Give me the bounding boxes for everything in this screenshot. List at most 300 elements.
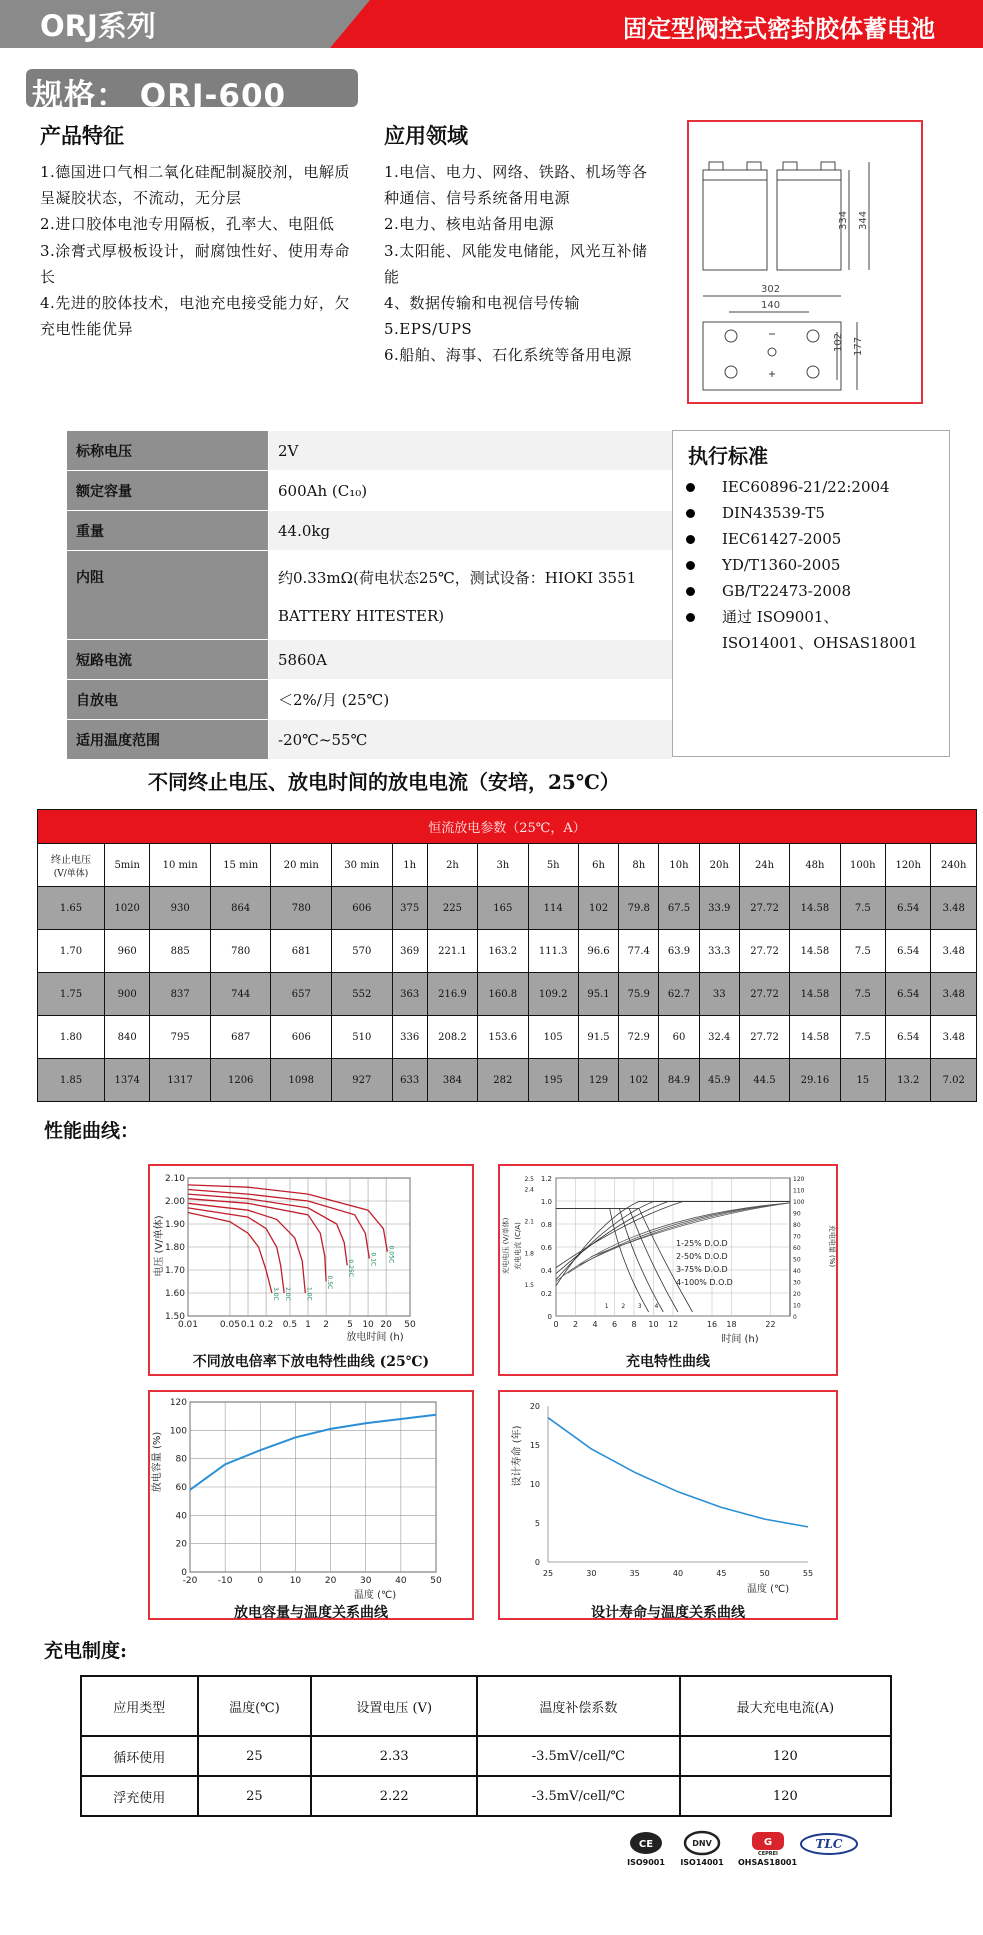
discharge-current-cell: 744 bbox=[210, 973, 271, 1016]
series-label: 0.1C bbox=[369, 1252, 377, 1267]
series-label: 3.0C bbox=[271, 1287, 279, 1301]
y-tick-label: 0.2 bbox=[540, 1290, 552, 1298]
discharge-current-cell: 14.58 bbox=[790, 1016, 840, 1059]
charging-header: 温度(℃) bbox=[198, 1676, 312, 1736]
x-tick-label: 25 bbox=[542, 1569, 554, 1578]
charging-cell: 25 bbox=[198, 1736, 312, 1776]
discharge-row bbox=[38, 973, 977, 1016]
discharge-time-header: 120h bbox=[886, 844, 931, 887]
x-tick-label: 12 bbox=[667, 1320, 679, 1329]
discharge-current-cell: 1020 bbox=[105, 887, 150, 930]
x-tick-label: 50 bbox=[404, 1320, 416, 1330]
y-right-tick-label: 30 bbox=[793, 1279, 801, 1287]
discharge-time-header: 24h bbox=[739, 844, 789, 887]
y-tick-label: 1.90 bbox=[164, 1220, 185, 1230]
discharge-time-header: 2h bbox=[427, 844, 477, 887]
standards-list bbox=[686, 474, 922, 656]
x-tick-label: 45 bbox=[716, 1569, 727, 1578]
y-tick-label: 2.00 bbox=[164, 1197, 185, 1207]
x-tick-label: 10 bbox=[648, 1320, 659, 1329]
spec-label: 自放电 bbox=[67, 680, 269, 720]
discharge-current-cell: 91.5 bbox=[578, 1016, 618, 1059]
bullet-icon bbox=[686, 509, 695, 518]
discharge-current-cell: 384 bbox=[427, 1059, 477, 1102]
charging-header: 温度补偿系数 bbox=[477, 1676, 680, 1736]
y-right-tick-label: 110 bbox=[793, 1187, 805, 1195]
charging-cell: -3.5mV/cell/℃ bbox=[477, 1776, 680, 1816]
discharge-current-cell: 900 bbox=[105, 973, 150, 1016]
discharge-current-cell: 32.4 bbox=[699, 1016, 739, 1059]
standard-item: IEC61427-2005 bbox=[686, 526, 922, 552]
y-axis-label: 电压 (V/单体) bbox=[154, 1215, 165, 1277]
discharge-time-header: 6h bbox=[578, 844, 618, 887]
discharge-current-cell: 657 bbox=[271, 973, 332, 1016]
charging-cell: 25 bbox=[198, 1776, 312, 1816]
charge-curve-chart bbox=[500, 1166, 836, 1374]
x-tick-label: 30 bbox=[359, 1576, 372, 1586]
discharge-time-header: 100h bbox=[840, 844, 885, 887]
series-label: 2.0C bbox=[284, 1287, 292, 1301]
discharge-current-cell: 960 bbox=[105, 930, 150, 973]
iso14001-label: ISO14001 bbox=[680, 1858, 724, 1867]
x-tick-label: 35 bbox=[629, 1569, 640, 1578]
discharge-current-cell: 96.6 bbox=[578, 930, 618, 973]
discharge-current-cell: 75.9 bbox=[619, 973, 659, 1016]
standard-item: YD/T1360-2005 bbox=[686, 552, 922, 578]
charging-header: 设置电压 (V) bbox=[311, 1676, 477, 1736]
ohsas-label: OHSAS18001 bbox=[738, 1858, 798, 1867]
y-tick-label: 10 bbox=[529, 1480, 540, 1489]
discharge-time-header: 5min bbox=[105, 844, 150, 887]
discharge-current-cell: 33 bbox=[699, 973, 739, 1016]
y-tick-label: 1.2 bbox=[540, 1175, 552, 1183]
discharge-current-cell: 15 bbox=[840, 1059, 885, 1102]
discharge-time-header: 20h bbox=[699, 844, 739, 887]
discharge-current-cell: 45.9 bbox=[699, 1059, 739, 1102]
application-item: 3.太阳能、风能发电储能，风光互补储能 bbox=[384, 241, 648, 286]
x-tick-label: 0.2 bbox=[258, 1320, 274, 1330]
discharge-current-cell: 67.5 bbox=[659, 887, 699, 930]
curve-label: 2 bbox=[621, 1303, 626, 1310]
discharge-time-header: 10 min bbox=[150, 844, 211, 887]
discharge-current-cell: 27.72 bbox=[739, 973, 789, 1016]
x-tick-label: 6 bbox=[611, 1320, 618, 1329]
discharge-current-cell: 44.5 bbox=[739, 1059, 789, 1102]
discharge-current-cell: 7.5 bbox=[840, 1016, 885, 1059]
charging-cell: 2.33 bbox=[311, 1736, 477, 1776]
y-tick-label: 1.0 bbox=[540, 1198, 552, 1206]
y-right-tick-label: 10 bbox=[793, 1302, 801, 1310]
discharge-current-cell: 79.8 bbox=[619, 887, 659, 930]
legend-entry: 2-50% D.O.D bbox=[676, 1252, 728, 1261]
discharge-time-header: 20 min bbox=[271, 844, 332, 887]
discharge-time-header: 10h bbox=[659, 844, 699, 887]
application-item: 4、数据传输和电视信号传输 bbox=[384, 294, 581, 313]
spec-value: ＜2%/月 (25℃) bbox=[269, 680, 673, 720]
dimension-diagram bbox=[687, 120, 923, 404]
discharge-current-cell: 1317 bbox=[150, 1059, 211, 1102]
y-tick-label: 20 bbox=[175, 1539, 187, 1550]
curve-label: 4 bbox=[654, 1303, 659, 1310]
y-right-tick-label: 50 bbox=[793, 1256, 801, 1264]
series-label: 0.05C bbox=[387, 1245, 395, 1264]
y-tick-label: 100 bbox=[169, 1426, 187, 1437]
dim-inner: 140 bbox=[761, 300, 781, 311]
curve-label: 1 bbox=[604, 1303, 609, 1310]
y-right-tick-label: 70 bbox=[793, 1233, 801, 1241]
charging-cell: 120 bbox=[680, 1736, 891, 1776]
discharge-current-cell: 77.4 bbox=[619, 930, 659, 973]
y-tick-label: 60 bbox=[175, 1483, 187, 1493]
spec-value: 44.0kg bbox=[269, 511, 673, 551]
discharge-current-cell: 633 bbox=[392, 1059, 427, 1102]
y-tick-label: 0 bbox=[181, 1568, 187, 1578]
features-section bbox=[40, 120, 355, 342]
application-item: 6.船舶、海事、石化系统等备用电源 bbox=[384, 346, 632, 365]
y-tick-label: 1.50 bbox=[164, 1312, 185, 1322]
discharge-current-cell: 29.16 bbox=[790, 1059, 840, 1102]
discharge-current-cell: 1374 bbox=[105, 1059, 150, 1102]
performance-title: 性能曲线： bbox=[44, 1120, 140, 1142]
x-tick-label: 40 bbox=[395, 1576, 407, 1586]
x-tick-label: -10 bbox=[217, 1576, 233, 1586]
end-voltage-cell: 1.80 bbox=[38, 1016, 105, 1059]
discharge-current-cell: 60 bbox=[659, 1016, 699, 1059]
logo-mark-text: TLC bbox=[815, 1837, 843, 1851]
x-axis-label: 时间 (h) bbox=[721, 1334, 759, 1345]
y-tick-label: 80 bbox=[175, 1454, 187, 1465]
discharge-current-cell: 14.58 bbox=[790, 887, 840, 930]
y-tick-label: 20 bbox=[529, 1402, 540, 1411]
discharge-current-cell: 27.72 bbox=[739, 887, 789, 930]
discharge-current-cell: 165 bbox=[478, 887, 528, 930]
discharge-current-cell: 3.48 bbox=[931, 1016, 977, 1059]
discharge-series-line bbox=[188, 1185, 387, 1252]
capacity-temp-panel bbox=[148, 1390, 474, 1620]
discharge-series-line bbox=[188, 1208, 284, 1293]
chart-caption: 不同放电倍率下放电特性曲线 (25℃) bbox=[192, 1354, 430, 1370]
y-right-tick-label: 100 bbox=[793, 1199, 805, 1206]
spec-label: 适用温度范围 bbox=[67, 720, 269, 760]
standard-item: 通过 ISO9001、ISO14001、OHSAS18001 bbox=[686, 604, 922, 656]
discharge-time-header: 48h bbox=[790, 844, 840, 887]
dim-height1: 334 bbox=[838, 210, 849, 230]
end-voltage-cell: 1.70 bbox=[38, 930, 105, 973]
discharge-current-cell: 208.2 bbox=[427, 1016, 477, 1059]
x-axis-label: 温度 (℃) bbox=[353, 1590, 397, 1601]
charge-curve-panel bbox=[498, 1164, 838, 1376]
standard-item: IEC60896-21/22:2004 bbox=[686, 474, 922, 500]
corner-unit: (V/单体) bbox=[53, 869, 89, 879]
spec-table bbox=[66, 430, 673, 760]
dim-depth1: 102 bbox=[833, 332, 844, 352]
y-tick-label: 15 bbox=[529, 1441, 540, 1450]
y-tick-label: 40 bbox=[175, 1511, 187, 1522]
y-right-tick-label: 120 bbox=[793, 1176, 805, 1183]
discharge-current-cell: 864 bbox=[210, 887, 271, 930]
x-tick-label: 20 bbox=[324, 1576, 337, 1586]
discharge-current-cell: 14.58 bbox=[790, 973, 840, 1016]
discharge-current-cell: 840 bbox=[105, 1016, 150, 1059]
svg-text:G: G bbox=[763, 1837, 772, 1848]
discharge-current-cell: 606 bbox=[332, 887, 393, 930]
y-right-tick-label: 20 bbox=[793, 1291, 801, 1298]
discharge-current-cell: 7.5 bbox=[840, 887, 885, 930]
y-right-tick-label: 90 bbox=[793, 1210, 801, 1218]
feature-item: 3.涂膏式厚极板设计，耐腐蚀性好、使用寿命长 bbox=[40, 241, 350, 286]
discharge-current-cell: 552 bbox=[332, 973, 393, 1016]
spec-value: 600Ah (C₁₀) bbox=[269, 471, 673, 511]
series-label: 0.25C bbox=[347, 1259, 355, 1277]
dim-depth2: 177 bbox=[853, 336, 864, 356]
discharge-current-cell: 795 bbox=[150, 1016, 211, 1059]
x-tick-label: 10 bbox=[362, 1320, 374, 1330]
spec-label: 额定容量 bbox=[67, 471, 269, 511]
ohsas-logo bbox=[738, 1830, 797, 1867]
y2-tick-label: 2.5 bbox=[524, 1176, 534, 1183]
discharge-time-header: 1h bbox=[392, 844, 427, 887]
charging-header: 最大充电电流(A) bbox=[680, 1676, 891, 1736]
bullet-icon bbox=[686, 535, 695, 544]
discharge-current-cell: 1098 bbox=[271, 1059, 332, 1102]
features-title: 产品特征 bbox=[40, 123, 124, 148]
spec-label: 短路电流 bbox=[67, 640, 269, 680]
y-tick-label: 1.80 bbox=[164, 1243, 185, 1253]
discharge-current-cell: 6.54 bbox=[886, 1016, 931, 1059]
x-tick-label: 1 bbox=[305, 1320, 311, 1330]
discharge-row bbox=[38, 1059, 977, 1102]
discharge-current-cell: 375 bbox=[392, 887, 427, 930]
bullet-icon bbox=[686, 587, 695, 596]
spec-value: 2V bbox=[269, 431, 673, 471]
logo-mark-text: CEPREI bbox=[757, 1851, 778, 1856]
x-tick-label: 50 bbox=[430, 1576, 442, 1586]
discharge-current-cell: 129 bbox=[578, 1059, 618, 1102]
application-item: 1.电信、电力、网络、铁路、机场等各种通信、信号系统备用电源 bbox=[384, 163, 648, 208]
life-temp-panel bbox=[498, 1390, 838, 1620]
x-tick-label: 0.1 bbox=[240, 1320, 256, 1330]
discharge-time-header: 30 min bbox=[332, 844, 393, 887]
dim-height2: 344 bbox=[858, 210, 869, 230]
series-title: ORJ系列 bbox=[40, 9, 156, 43]
x-tick-label: 0 bbox=[553, 1320, 559, 1329]
iso9001-label: ISO9001 bbox=[627, 1858, 665, 1867]
discharge-current-cell: 369 bbox=[392, 930, 427, 973]
y-axis-label: 设计寿命 (年) bbox=[512, 1425, 523, 1487]
x-tick-label: 8 bbox=[631, 1320, 637, 1329]
discharge-current-cell: 6.54 bbox=[886, 930, 931, 973]
discharge-current-cell: 13.2 bbox=[886, 1059, 931, 1102]
discharge-curve-panel bbox=[148, 1164, 474, 1376]
discharge-current-cell: 153.6 bbox=[478, 1016, 528, 1059]
series-label: 0.5C bbox=[326, 1275, 334, 1290]
spec-label: 标称电压 bbox=[67, 431, 269, 471]
life-curve bbox=[548, 1418, 808, 1527]
bullet-icon bbox=[686, 561, 695, 570]
discharge-current-cell: 7.5 bbox=[840, 930, 885, 973]
x-tick-label: 30 bbox=[586, 1569, 597, 1578]
dim-width: 302 bbox=[761, 284, 781, 295]
x-axis-label: 放电时间 (h) bbox=[346, 1332, 404, 1343]
y-right-tick-label: 40 bbox=[793, 1268, 801, 1275]
discharge-current-cell: 225 bbox=[427, 887, 477, 930]
discharge-caption: 恒流放电参数（25℃，A） bbox=[38, 810, 977, 844]
spec-value: 5860A bbox=[269, 640, 673, 680]
x-tick-label: 2 bbox=[323, 1320, 329, 1330]
chart-caption: 充电特性曲线 bbox=[626, 1354, 710, 1370]
discharge-current-cell: 1206 bbox=[210, 1059, 271, 1102]
discharge-current-cell: 216.9 bbox=[427, 973, 477, 1016]
y-tick-label: 120 bbox=[169, 1398, 187, 1408]
x-tick-label: 2 bbox=[572, 1320, 579, 1329]
logo-mark-text: CE bbox=[638, 1839, 654, 1850]
discharge-time-header: 5h bbox=[528, 844, 578, 887]
legend-entry: 3-75% D.O.D bbox=[676, 1265, 728, 1274]
charging-cell: 120 bbox=[680, 1776, 891, 1816]
discharge-current-cell: 195 bbox=[528, 1059, 578, 1102]
product-title: 固定型阀控式密封胶体蓄电池 bbox=[623, 14, 935, 43]
discharge-current-cell: 95.1 bbox=[578, 973, 618, 1016]
logo-mark-text: DNV bbox=[692, 1839, 712, 1848]
iso9001-logo bbox=[626, 1830, 666, 1867]
y-axis-label: 放电容量 (%) bbox=[152, 1431, 163, 1493]
x-tick-label: 0.01 bbox=[177, 1320, 199, 1330]
y-tick-label: 5 bbox=[534, 1519, 540, 1528]
feature-item: 1.德国进口气相二氧化硅配制凝胶剂，电解质呈凝胶状态，不流动，无分层 bbox=[40, 163, 350, 208]
feature-item: 2.进口胶体电池专用隔板，孔率大、电阻低 bbox=[40, 215, 335, 234]
discharge-current-cell: 927 bbox=[332, 1059, 393, 1102]
discharge-current-cell: 27.72 bbox=[739, 930, 789, 973]
discharge-current-cell: 63.9 bbox=[659, 930, 699, 973]
discharge-current-cell: 282 bbox=[478, 1059, 528, 1102]
discharge-current-cell: 33.3 bbox=[699, 930, 739, 973]
discharge-current-cell: 109.2 bbox=[528, 973, 578, 1016]
y-axis-label: 充电电量 (%) bbox=[828, 1224, 836, 1268]
discharge-current-cell: 114 bbox=[528, 887, 578, 930]
y2-tick-label: 1.8 bbox=[524, 1250, 534, 1258]
application-item: 5.EPS/UPS bbox=[384, 320, 473, 339]
discharge-current-cell: 84.9 bbox=[659, 1059, 699, 1102]
y-tick-label: 1.70 bbox=[164, 1266, 185, 1276]
y-axis-label: 充电电流 (C/A) bbox=[514, 1222, 522, 1270]
discharge-current-cell: 780 bbox=[210, 930, 271, 973]
model-label: 规格： ORJ-600 bbox=[32, 78, 287, 114]
x-tick-label: 5 bbox=[347, 1320, 353, 1330]
spec-label: 重量 bbox=[67, 511, 269, 551]
y-right-tick-label: 60 bbox=[793, 1245, 801, 1252]
end-voltage-cell: 1.65 bbox=[38, 887, 105, 930]
discharge-current-cell: 163.2 bbox=[478, 930, 528, 973]
capacity-curve bbox=[190, 1415, 436, 1490]
discharge-current-cell: 3.48 bbox=[931, 973, 977, 1016]
x-tick-label: 0.05 bbox=[219, 1320, 240, 1330]
y-right-tick-label: 80 bbox=[793, 1222, 801, 1229]
spec-value: -20℃~55℃ bbox=[269, 720, 673, 760]
discharge-time-header: 240h bbox=[931, 844, 977, 887]
x-tick-label: 50 bbox=[759, 1569, 770, 1578]
x-tick-label: -20 bbox=[182, 1576, 198, 1586]
x-tick-label: 10 bbox=[289, 1576, 302, 1586]
life-temp-chart bbox=[500, 1392, 836, 1618]
discharge-current-cell: 3.48 bbox=[931, 930, 977, 973]
chart-caption: 设计寿命与温度关系曲线 bbox=[591, 1605, 745, 1621]
y-axis-label: 充电电压 (V/单体) bbox=[502, 1217, 510, 1275]
feature-item: 4.先进的胶体技术，电池充电接受能力好，欠充电性能优异 bbox=[40, 294, 350, 339]
discharge-current-cell: 160.8 bbox=[478, 973, 528, 1016]
discharge-current-cell: 363 bbox=[392, 973, 427, 1016]
discharge-series-line bbox=[188, 1194, 347, 1265]
discharge-time-header: 8h bbox=[619, 844, 659, 887]
x-tick-label: 0 bbox=[257, 1576, 264, 1586]
discharge-current-cell: 7.02 bbox=[931, 1059, 977, 1102]
discharge-current-cell: 6.54 bbox=[886, 973, 931, 1016]
application-item: 2.电力、核电站备用电源 bbox=[384, 215, 555, 234]
discharge-current-cell: 930 bbox=[150, 887, 211, 930]
charging-header: 应用类型 bbox=[81, 1676, 198, 1736]
discharge-current-cell: 102 bbox=[578, 887, 618, 930]
bullet-icon bbox=[686, 613, 695, 622]
discharge-curve-chart bbox=[150, 1166, 472, 1374]
charging-table bbox=[80, 1675, 892, 1817]
y2-tick-label: 2.4 bbox=[524, 1186, 534, 1194]
charging-cell: 浮充使用 bbox=[81, 1776, 198, 1816]
discharge-current-cell: 3.48 bbox=[931, 887, 977, 930]
x-tick-label: 22 bbox=[765, 1320, 776, 1329]
discharge-corner bbox=[38, 844, 105, 887]
y-tick-label: 0 bbox=[547, 1313, 552, 1321]
x-tick-label: 55 bbox=[802, 1569, 814, 1578]
discharge-current-cell: 837 bbox=[150, 973, 211, 1016]
bullet-icon bbox=[686, 483, 695, 492]
standard-item: GB/T22473-2008 bbox=[686, 578, 922, 604]
x-tick-label: 4 bbox=[592, 1320, 598, 1329]
charging-cell: 2.22 bbox=[311, 1776, 477, 1816]
discharge-current-cell: 510 bbox=[332, 1016, 393, 1059]
discharge-table bbox=[37, 809, 977, 1102]
x-axis-label: 温度 (℃) bbox=[746, 1584, 790, 1595]
discharge-row bbox=[38, 930, 977, 973]
y-tick-label: 0.8 bbox=[540, 1221, 552, 1229]
discharge-current-cell: 6.54 bbox=[886, 887, 931, 930]
discharge-current-cell: 33.9 bbox=[699, 887, 739, 930]
charging-cell: -3.5mV/cell/℃ bbox=[477, 1736, 680, 1776]
corner-label: 终止电压 bbox=[51, 855, 91, 866]
spec-value: 约0.33mΩ(荷电状态25℃，测试设备：HIOKI 3551 BATTERY HITESTER) bbox=[269, 551, 673, 640]
y-tick-label: 2.10 bbox=[164, 1174, 185, 1184]
discharge-current-cell: 687 bbox=[210, 1016, 271, 1059]
x-tick-label: 18 bbox=[726, 1320, 737, 1329]
discharge-row bbox=[38, 887, 977, 930]
tlc-logo bbox=[798, 1830, 860, 1860]
discharge-current-cell: 885 bbox=[150, 930, 211, 973]
charging-title: 充电制度: bbox=[44, 1640, 128, 1662]
applications-section bbox=[384, 120, 649, 369]
discharge-current-cell: 102 bbox=[619, 1059, 659, 1102]
x-tick-label: 16 bbox=[706, 1320, 718, 1329]
series-label: 1.0C bbox=[305, 1287, 313, 1301]
y-tick-label: 0.6 bbox=[540, 1244, 552, 1252]
discharge-current-cell: 780 bbox=[271, 887, 332, 930]
standard-item: DIN43539-T5 bbox=[686, 500, 922, 526]
discharge-current-cell: 62.7 bbox=[659, 973, 699, 1016]
end-voltage-cell: 1.75 bbox=[38, 973, 105, 1016]
iso14001-logo bbox=[680, 1830, 724, 1867]
x-tick-label: 20 bbox=[380, 1320, 392, 1330]
y-tick-label: 0.4 bbox=[540, 1267, 552, 1275]
charging-cell: 循环使用 bbox=[81, 1736, 198, 1776]
discharge-current-cell: 7.5 bbox=[840, 973, 885, 1016]
discharge-current-cell: 681 bbox=[271, 930, 332, 973]
